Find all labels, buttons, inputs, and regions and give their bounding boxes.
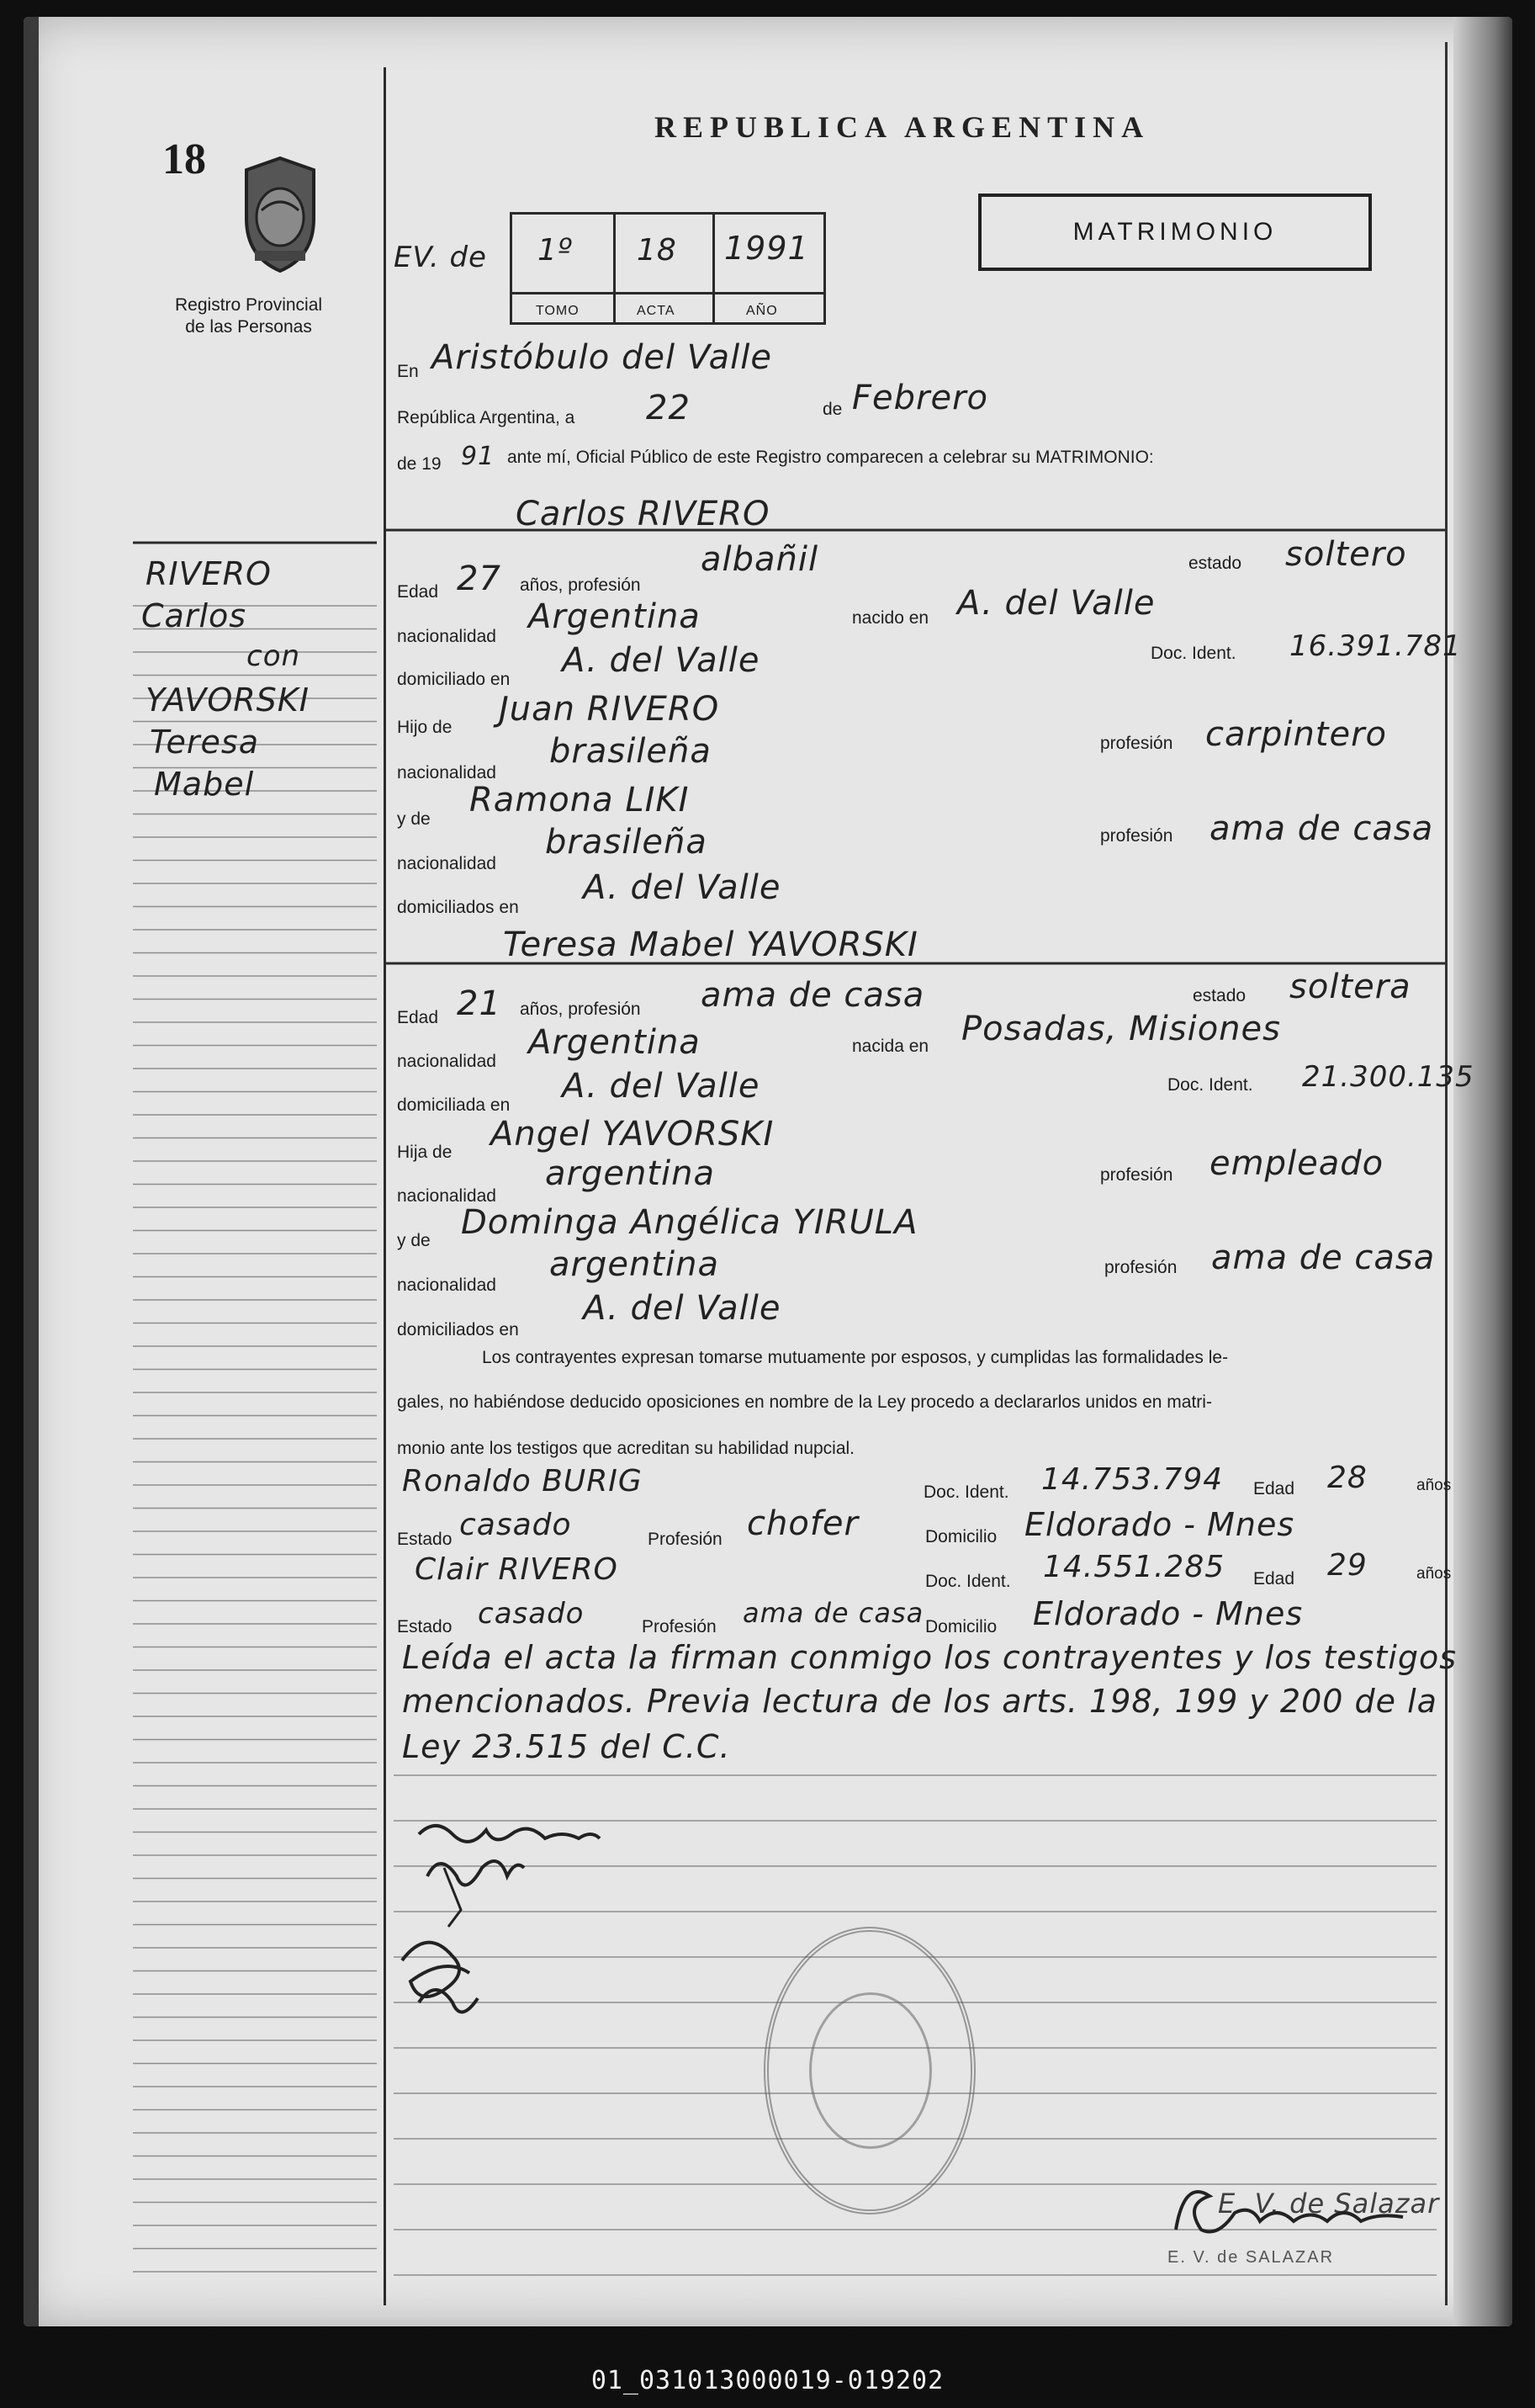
tomo-cell: [512, 215, 616, 322]
witness-2-estado: casado: [478, 1597, 585, 1631]
margin-con: con: [246, 639, 301, 673]
en-label: En: [397, 362, 419, 381]
bride-domiciliada-label: domiciliada en: [397, 1095, 511, 1115]
registry-line-1: Registro Provincial: [175, 295, 323, 315]
margin-surname-2: YAVORSKI: [146, 682, 310, 719]
groom-nacido-en: A. del Valle: [957, 584, 1156, 623]
groom-padre-nac-label: nacionalidad: [397, 763, 496, 782]
acta-value: 18: [637, 233, 677, 268]
act-type-label: MATRIMONIO: [1072, 218, 1278, 246]
country-title: REPUBLICA ARGENTINA: [654, 110, 1151, 144]
official-signature-text: E. V. de Salazar: [1218, 2188, 1440, 2220]
anio-cell: [712, 215, 823, 322]
republic-label: República Argentina, a: [397, 408, 575, 427]
bride-y-de-label: y de: [397, 1231, 431, 1250]
groom-padre-prof: carpintero: [1205, 715, 1388, 754]
tomo-label: TOMO: [536, 304, 580, 318]
registry-line-2: de las Personas: [185, 317, 312, 337]
margin-given-3: Mabel: [154, 766, 255, 803]
witness-1-edad-label: Edad: [1253, 1479, 1295, 1498]
groom-doc-label: Doc. Ident.: [1151, 644, 1236, 663]
groom-hijo-label: Hijo de: [397, 718, 453, 737]
year-suffix: 91: [461, 442, 495, 471]
bride-estado: soltera: [1289, 968, 1411, 1006]
closing-line-1: Leída el acta la firman conmigo los contrayentes y los testigos: [402, 1639, 1458, 1676]
bride-padre-prof-label: profesión: [1100, 1165, 1173, 1185]
groom-doc: 16.391.781: [1289, 629, 1462, 663]
groom-edad: 27: [457, 560, 501, 598]
groom-profesion: albañil: [701, 540, 819, 579]
witness-2-domicilio-label: Domicilio: [925, 1617, 998, 1636]
witness-1-doc-label: Doc. Ident.: [924, 1482, 1009, 1502]
witness-1-doc: 14.753.794: [1041, 1462, 1224, 1497]
witness-2-edad-label: Edad: [1253, 1569, 1295, 1589]
witness-1-profesion-label: Profesión: [648, 1530, 723, 1549]
bride-nacionalidad-label: nacionalidad: [397, 1052, 496, 1071]
bride-padres-dom: A. del Valle: [583, 1289, 781, 1328]
ev-prefix: EV. de: [394, 241, 487, 274]
bride-profesion: ama de casa: [701, 976, 925, 1015]
acta-reference-grid: [510, 212, 826, 325]
groom-anos-profesion-label: años, profesión: [520, 575, 641, 595]
bride-doc-label: Doc. Ident.: [1167, 1075, 1253, 1095]
witness-1-profesion: chofer: [747, 1504, 859, 1543]
witness-1-domicilio: Eldorado - Mnes: [1024, 1506, 1295, 1543]
groom-padres-dom-label: domiciliados en: [397, 898, 519, 917]
opening-statement: ante mí, Oficial Público de este Registro comparecen a celebrar su MATRIMONIO:: [507, 448, 1154, 467]
groom-y-de-label: y de: [397, 809, 431, 829]
official-name-stamp: E. V. de SALAZAR: [1167, 2248, 1335, 2267]
registry-name: [175, 294, 322, 338]
groom-padres-dom: A. del Valle: [583, 868, 781, 907]
groom-madre-prof-label: profesión: [1100, 826, 1173, 846]
groom-estado-label: estado: [1188, 554, 1242, 573]
declaration-line-2: gales, no habiéndose deducido oposiciones en nombre de la Ley procedo a declararlos unidos en matri-: [397, 1392, 1212, 1412]
witness-2-name: Clair RIVERO: [415, 1552, 618, 1587]
bride-madre-nac: argentina: [549, 1245, 719, 1284]
bride-padres-dom-label: domiciliados en: [397, 1320, 519, 1339]
bride-padre: Angel YAVORSKI: [490, 1115, 775, 1154]
groom-domicilio: A. del Valle: [562, 641, 760, 680]
groom-madre-nac-label: nacionalidad: [397, 854, 496, 873]
right-rule: [1445, 42, 1448, 2305]
witness-2-anos-label: años: [1416, 1565, 1452, 1583]
bride-madre: Dominga Angélica YIRULA: [461, 1203, 918, 1242]
bride-domicilio: A. del Valle: [562, 1067, 760, 1106]
witness-2-doc-label: Doc. Ident.: [925, 1572, 1011, 1591]
witness-1-anos-label: años: [1416, 1477, 1452, 1494]
groom-nacionalidad-label: nacionalidad: [397, 627, 496, 646]
groom-padre-nac: brasileña: [549, 732, 712, 771]
groom-madre-nac: brasileña: [545, 823, 707, 862]
groom-domiciliado-label: domiciliado en: [397, 670, 511, 689]
witness-2-profesion: ama de casa: [743, 1597, 924, 1629]
bride-edad-label: Edad: [397, 1008, 439, 1027]
archive-code: 01_031013000019-019202: [590, 2366, 945, 2395]
official-stamp: [764, 1927, 976, 2214]
folio-number: 18: [162, 135, 206, 183]
groom-padre-prof-label: profesión: [1100, 734, 1173, 753]
bride-doc: 21.300.135: [1302, 1060, 1474, 1094]
de-label: de: [823, 400, 843, 419]
bride-anos-profesion-label: años, profesión: [520, 1000, 641, 1019]
month-value: Febrero: [852, 379, 988, 417]
bride-padre-nac-label: nacionalidad: [397, 1186, 496, 1206]
witness-2-profesion-label: Profesión: [642, 1617, 717, 1636]
witness-1-name: Ronaldo BURIG: [402, 1464, 643, 1498]
bride-edad: 21: [457, 984, 501, 1023]
witness-1-estado: casado: [459, 1508, 572, 1542]
witness-1-estado-label: Estado: [397, 1530, 453, 1549]
witness-2-estado-label: Estado: [397, 1617, 453, 1636]
groom-nacido-label: nacido en: [852, 608, 929, 628]
official-stamp-inner: [809, 1992, 932, 2149]
tomo-value: 1º: [537, 233, 573, 268]
bride-nacida-label: nacida en: [852, 1037, 929, 1056]
bride-madre-prof-label: profesión: [1104, 1258, 1178, 1277]
witness-2-edad: 29: [1327, 1548, 1368, 1583]
bride-madre-prof: ama de casa: [1211, 1238, 1436, 1277]
acta-label: ACTA: [637, 304, 675, 318]
bride-padre-prof: empleado: [1209, 1144, 1384, 1183]
de-year-label: de 19: [397, 454, 442, 474]
coat-of-arms-icon: [230, 151, 331, 278]
act-type-box: [978, 194, 1372, 271]
witness-1-edad: 28: [1327, 1461, 1368, 1495]
margin-surname-1: RIVERO: [146, 555, 272, 592]
groom-padre: Juan RIVERO: [499, 690, 720, 729]
witness-2-doc: 14.551.285: [1043, 1550, 1225, 1584]
witness-2-domicilio: Eldorado - Mnes: [1033, 1595, 1304, 1632]
closing-line-3: Ley 23.515 del C.C.: [402, 1728, 731, 1765]
place-value: Aristóbulo del Valle: [431, 338, 772, 377]
margin-given-1: Carlos: [141, 597, 247, 634]
groom-estado: soltero: [1285, 535, 1407, 574]
party-signatures: [385, 1801, 738, 2070]
groom-nacionalidad: Argentina: [528, 597, 701, 636]
register-page: [24, 17, 1512, 2326]
bride-madre-nac-label: nacionalidad: [397, 1276, 496, 1295]
bride-nacida-en: Posadas, Misiones: [961, 1010, 1281, 1048]
bride-nacionalidad: Argentina: [528, 1023, 701, 1062]
day-value: 22: [646, 389, 691, 427]
groom-madre: Ramona LIKI: [469, 781, 690, 819]
bride-padre-nac: argentina: [545, 1154, 715, 1193]
anio-label: AÑO: [746, 304, 778, 318]
acta-cell: [613, 215, 715, 322]
groom-madre-prof: ama de casa: [1209, 809, 1434, 848]
witness-1-domicilio-label: Domicilio: [925, 1527, 998, 1546]
bride-hija-label: Hija de: [397, 1143, 453, 1162]
bride-full-name: Teresa Mabel YAVORSKI: [503, 926, 918, 964]
groom-edad-label: Edad: [397, 582, 439, 602]
declaration-line-3: monio ante los testigos que acreditan su habilidad nupcial.: [397, 1439, 855, 1458]
anio-value: 1991: [724, 230, 809, 267]
bride-estado-label: estado: [1193, 986, 1247, 1005]
margin-given-2: Teresa: [150, 724, 259, 761]
groom-full-name: Carlos RIVERO: [516, 495, 770, 533]
declaration-line-1: Los contrayentes expresan tomarse mutuamente por esposos, y cumplidas las formalidades le-: [482, 1348, 1229, 1367]
closing-line-2: mencionados. Previa lectura de los arts. 198, 199 y 200 de la: [402, 1683, 1437, 1720]
